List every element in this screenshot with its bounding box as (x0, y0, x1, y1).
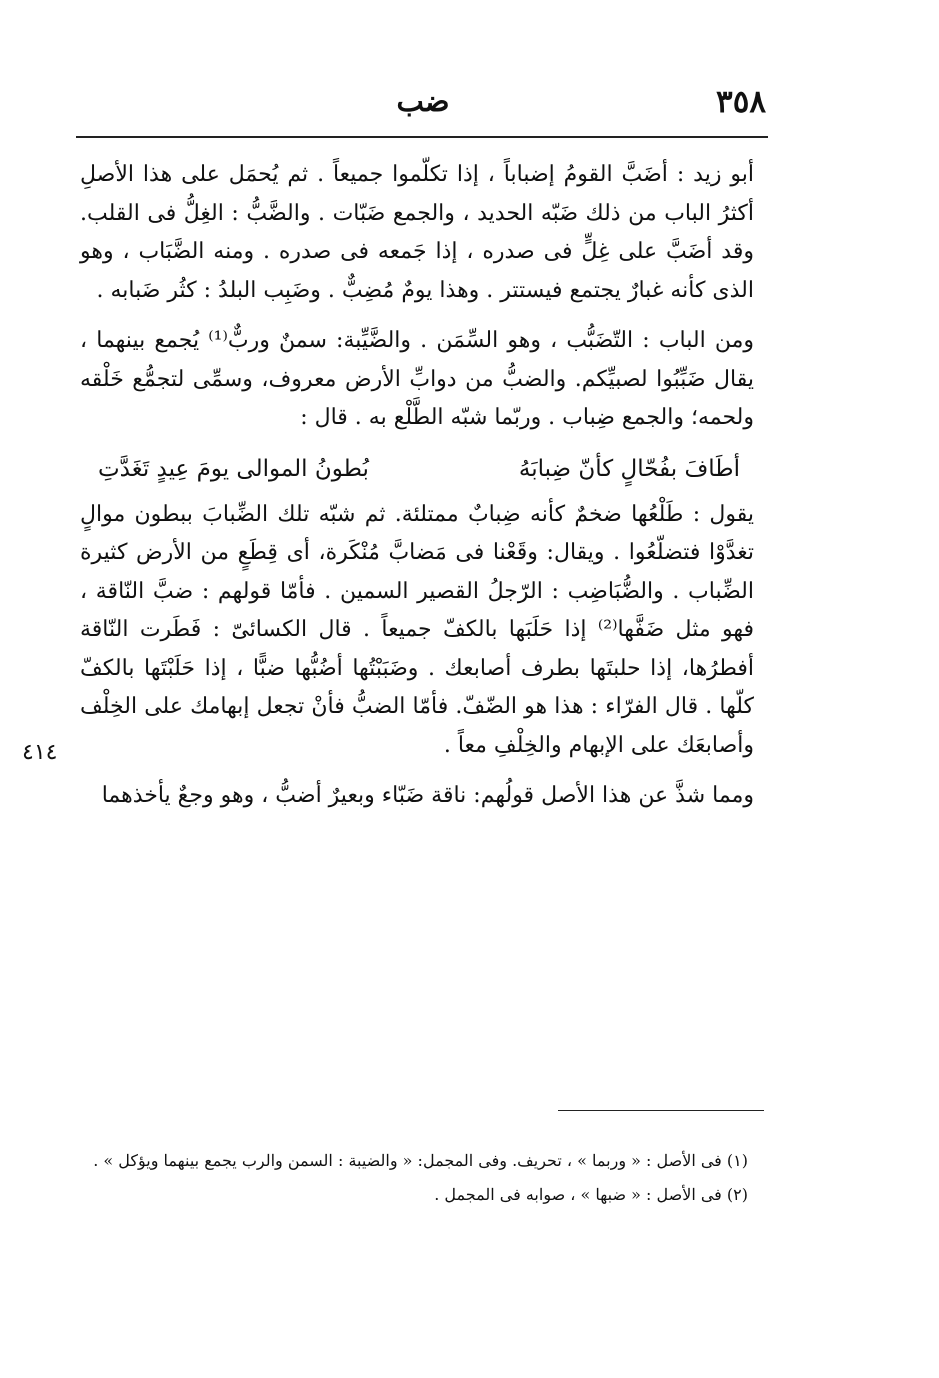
paragraph-4: ومما شذَّ عن هذا الأصل قولُهم: ناقة ضَبّاء وبعيرٌ أضبُّ ، وهو وجعٌ يأخذهما (101, 783, 754, 808)
running-head: ضب (396, 84, 450, 118)
poem-verse (80, 450, 754, 488)
page-header (78, 82, 768, 126)
margin-number: ٤١٤ (22, 740, 58, 765)
footnotes (80, 1146, 748, 1210)
footnote-rule (558, 1110, 764, 1111)
paragraph-3: يقول : طَلْعُها ضخمٌ كأنه ضِبابٌ ممتلئة. ثم شبّه تلك الضِّبابَ ببطون موالٍ تغدَّوْا فتضلّعُوا . ويقال: وقَعْنا فى مَضابَّ مُنْكَرة، أى قِطَعٍ من الأرض كثيرة الضِّباب . والضُّبَاضِب : الرّجلُ القصير السمين . فأمّا قولهم : ضبَّ النّاقة ، فهو مثل ضَفَّها⁽²⁾ إذا حَلَبَها بالكفّ جميعاً . قال الكسائىّ : فَطَرت النّاقة أفطرُها، إذا حلبتَها بطرف أصابعك . وضَبَبْتُها أضُبُّها ضبًّا ، إذا حَلَبْتَها بالكفّ كلّها . قال الفرّاء : هذا هو الضّفّ. فأمّا الضبُّ فأنْ تجعل إبهامك على الخِلْف وأصابعَك على الإبهام والخِلْفِ معاً . (80, 501, 754, 758)
paragraph-1: أبو زيد : أضَبَّ القومُ إضباباً ، إذا تكلّموا جميعاً . ثم يُحمَل على هذا الأصلِ أكثرُ الباب من ذلك ضَبّه الحديد ، والجمع ضَبّات . والضَّبُّ : الغِلُّ فى القلب. وقد أضَبَّ على غِلٍّ فى صدره ، إذا جَمعه فى صدره . ومنه الضَّبَاب ، وهو الذى كأنه غبارٌ يجتمع فيستتر . وهذا يومٌ مُضِبٌّ . وضَبِب البلدُ : كثُر ضَبابه . (80, 162, 754, 303)
footnote-1: (١) فى الأصل : « وربما » ، تحريف. وفى المجمل: « والضيبة : السمن والرب يجمع بينهما ويؤكل » . (93, 1151, 748, 1170)
header-rule (76, 136, 768, 138)
poem-hemistich-2: بُطونُ الموالى يومَ عِيدٍ تَغَدَّتِ (98, 455, 369, 482)
page-number: ٣٥٨ (716, 84, 766, 120)
footnote-2: (٢) فى الأصل : « ضبها » ، صوابه فى المجمل . (434, 1185, 748, 1204)
body-text (80, 156, 754, 816)
paragraph-2: ومن الباب : التّضَبُّب ، وهو السِّمَن . والضَّيِّبة: سمنٌ وربٌّ⁽¹⁾ يُجمع بينهما ، يقال ضَبِّبُوا لصبيِّكم. والضبُّ من دوابِّ الأرض معروف، وسمِّى لتجمُّع خَلْقه ولحمه؛ والجمع ضِباب . وربّما شبّه الطَّلْع به . قال : (80, 328, 754, 430)
poem-hemistich-1: أطَافَ بفُحّالٍ كأنّ ضِبابَهُ (518, 455, 740, 482)
